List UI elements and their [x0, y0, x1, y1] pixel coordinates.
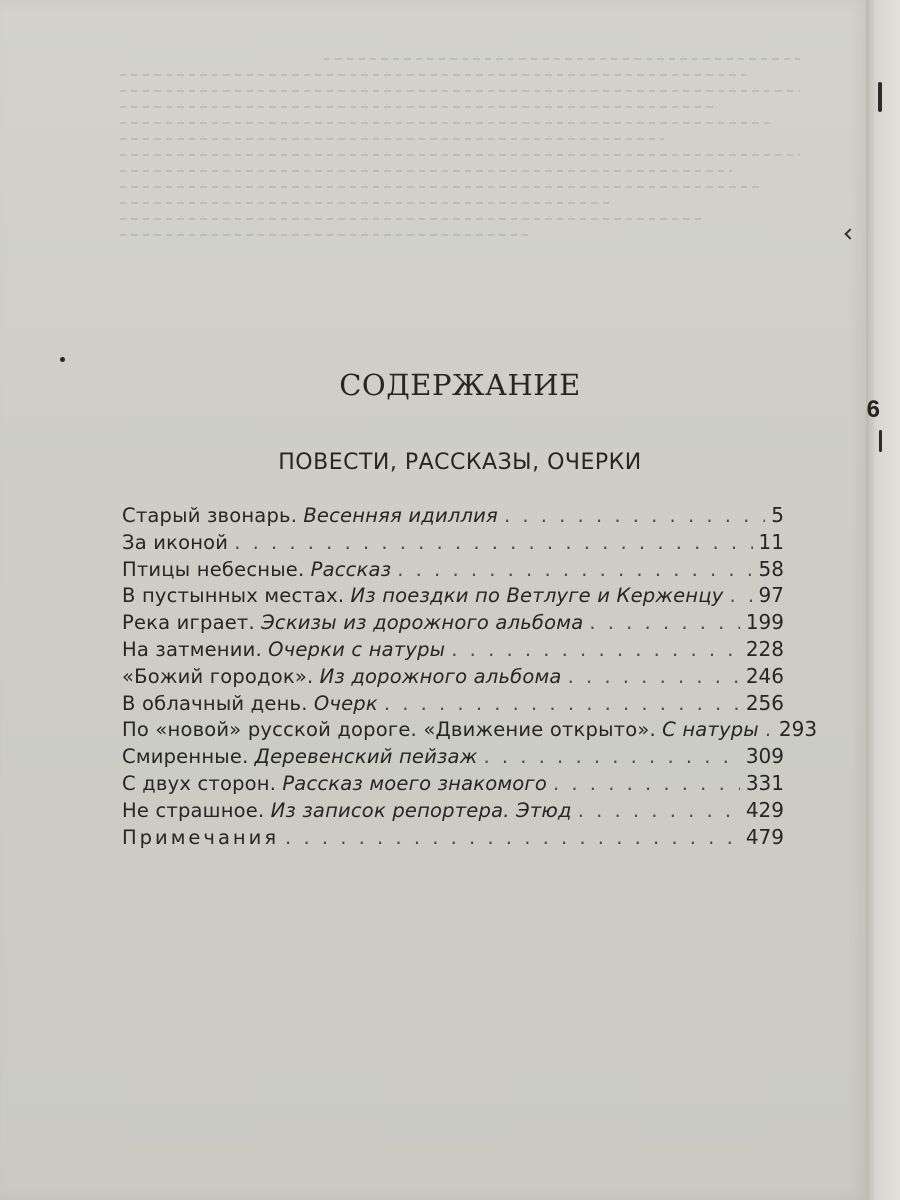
toc-entry [122, 716, 818, 743]
notes-page-number: 479 [745, 825, 784, 849]
toc-title: СОДЕРЖАНИЕ [339, 368, 581, 402]
dot-leader [234, 530, 752, 557]
entry-subtitle: Очерк [313, 691, 378, 715]
entry-subtitle: Деревенский пейзаж [254, 745, 478, 769]
entry-page-number: 293 [778, 717, 818, 742]
toc-entry [122, 582, 784, 609]
toc-entry [122, 609, 784, 636]
page-stack-edge [866, 0, 900, 1200]
dot-leader [384, 691, 740, 718]
edge-mark [879, 430, 882, 452]
entry-title: Смиренные. [122, 745, 249, 769]
entry-subtitle: Очерки с натуры [268, 637, 446, 661]
entry-title: «Божий городок». [122, 664, 314, 688]
entry-title: В пустынных местах. [122, 584, 345, 608]
entry-page-number: 97 [758, 583, 784, 608]
entry-page-number: 58 [758, 556, 784, 581]
entry-page-number: 246 [745, 663, 784, 688]
dot-leader [568, 664, 740, 691]
entry-page-number: 199 [745, 610, 784, 635]
entry-subtitle: Из записок репортера. Этюд [270, 798, 572, 822]
toc-entry [122, 663, 784, 690]
entry-title: За иконой [122, 530, 229, 554]
entry-subtitle: Весенняя идиллия [303, 504, 498, 527]
entry-page-number: 5 [771, 503, 784, 527]
dot-leader [589, 610, 739, 637]
toc-entry [122, 529, 784, 556]
dot-leader [765, 717, 773, 744]
entry-page-number: 11 [758, 529, 784, 554]
entry-title: В облачный день. [122, 691, 308, 715]
entry-subtitle: Эскизы из дорожного альбома [261, 611, 584, 635]
entry-subtitle: С натуры [662, 718, 759, 742]
entry-subtitle: Рассказ [310, 557, 392, 581]
toc-entry-list [122, 502, 818, 824]
toc-entry [122, 556, 784, 583]
entry-page-number: 429 [745, 797, 784, 822]
entry-title: Не страшное. [122, 798, 265, 822]
dot-leader [483, 744, 739, 771]
entry-page-number: 331 [745, 770, 784, 795]
dot-leader [729, 583, 752, 610]
toc-entry [122, 690, 784, 717]
entry-title: Река играет. [122, 611, 255, 635]
toc-entry [122, 770, 784, 797]
entry-subtitle: Из поездки по Ветлуге и Керженцу [350, 584, 724, 608]
dot-leader [285, 825, 740, 852]
toc-entry [122, 743, 784, 770]
toc-entry [122, 797, 784, 824]
entry-page-number: 309 [745, 744, 784, 769]
entry-page-number: 256 [745, 690, 784, 715]
toc-entry [122, 502, 784, 529]
toc-entry [122, 636, 784, 663]
notes-title: Примечания [122, 826, 280, 849]
entry-title: Старый звонарь. [122, 504, 298, 527]
entry-title: На затмении. [122, 637, 262, 661]
entry-subtitle: Рассказ моего знакомого [282, 771, 547, 795]
entry-subtitle: Из дорожного альбома [319, 664, 562, 688]
dot-leader [578, 798, 740, 825]
entry-title: Птицы небесные. [122, 557, 305, 581]
entry-title: С двух сторон. [122, 771, 277, 795]
entry-page-number: 228 [745, 636, 784, 661]
section-heading: ПОВЕСТИ, РАССКАЗЫ, ОЧЕРКИ [278, 450, 642, 475]
entry-title: По «новой» русской дороге. «Движение открыто». [122, 718, 656, 742]
toc-entry-notes [122, 824, 784, 851]
dot-leader [451, 637, 740, 664]
dot-leader [397, 557, 752, 584]
edge-mark [878, 82, 882, 112]
dot-leader [504, 503, 765, 530]
edge-page-number: 6 [866, 396, 880, 423]
dot-leader [553, 771, 740, 798]
